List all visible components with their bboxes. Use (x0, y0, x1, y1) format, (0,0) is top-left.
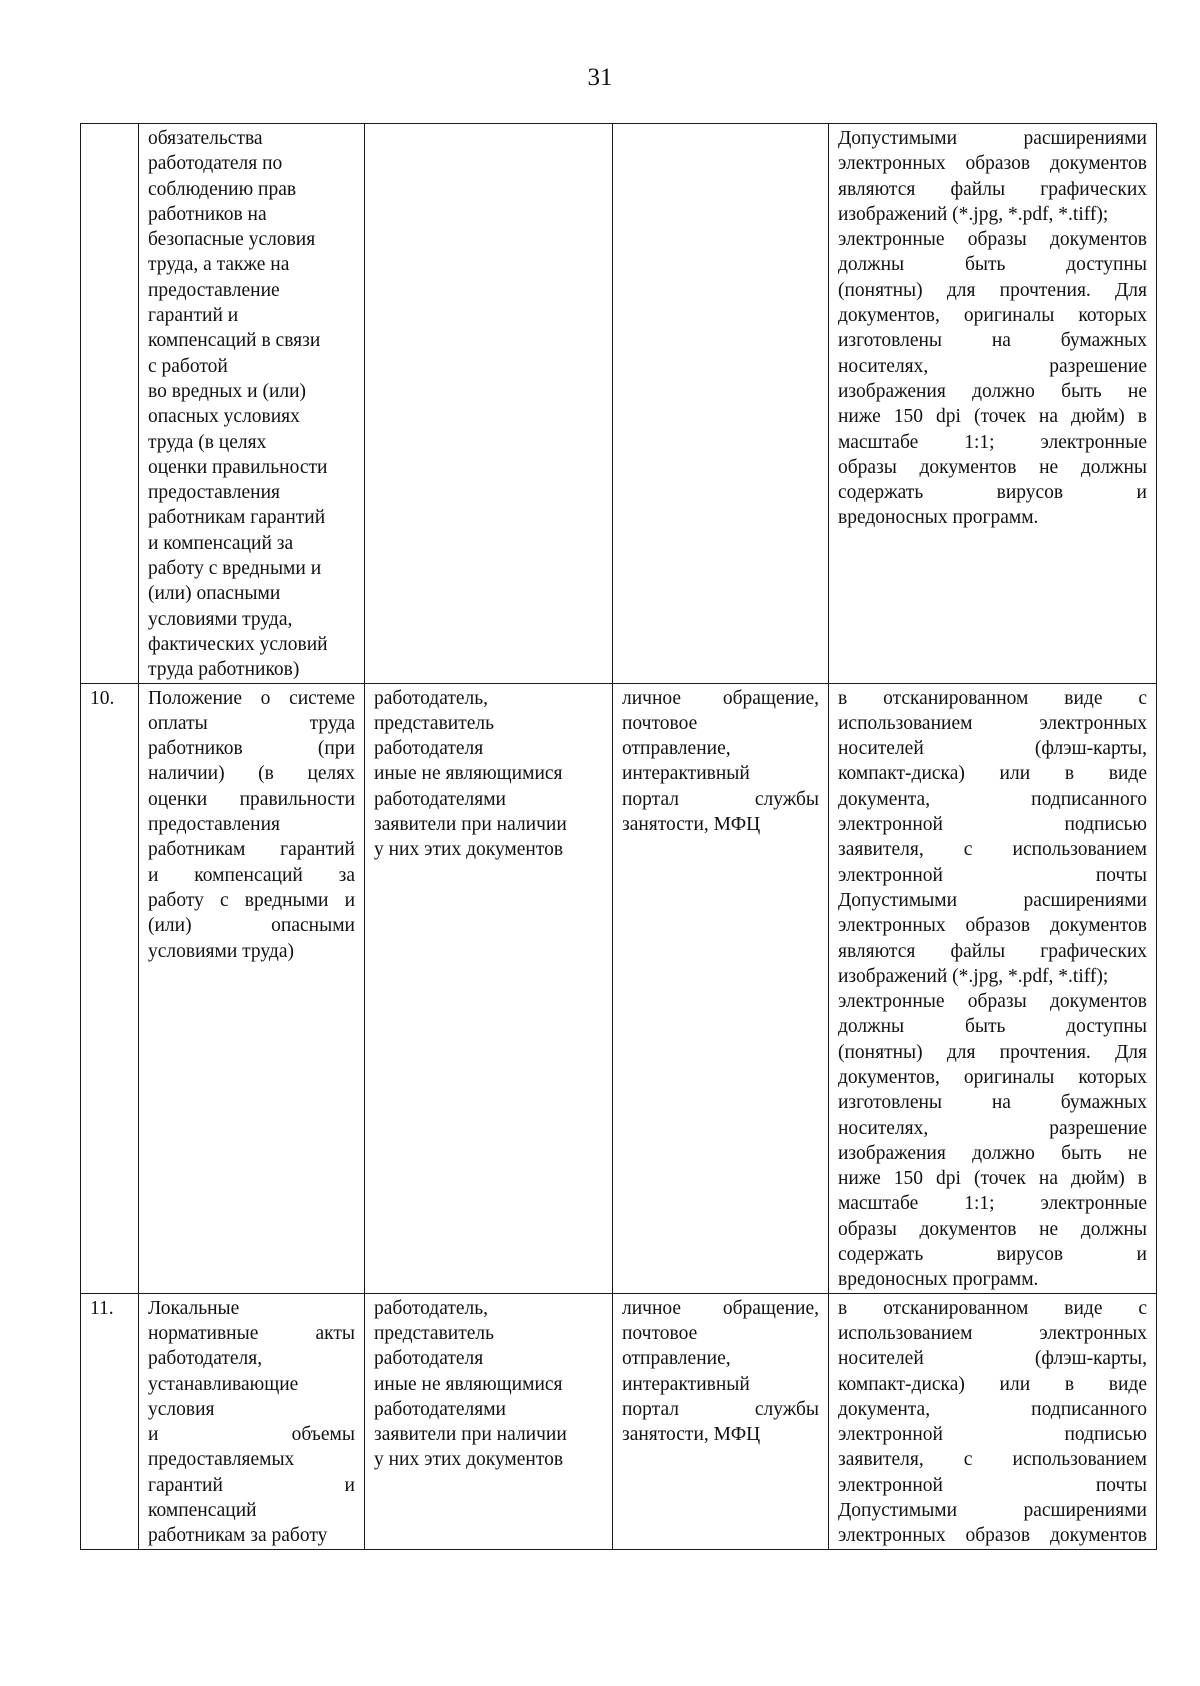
text-line: почтовое (622, 1322, 698, 1344)
text-line: в отсканированном виде с (838, 1297, 1147, 1319)
text-line: занятости, МФЦ (622, 814, 761, 836)
text-line: работодателя по (148, 153, 283, 175)
row-number-cell: 11. (81, 1293, 139, 1549)
text-line: труда работников) (148, 659, 300, 681)
text-line: гарантий и (148, 305, 239, 327)
submission-method-cell (613, 683, 829, 1293)
text-line: соблюдению прав (148, 178, 297, 200)
text-line: (понятны) для прочтения. Для (838, 1041, 1147, 1063)
text-line: использованием электронных (838, 1322, 1147, 1344)
text-line: у них этих документов (374, 1449, 564, 1471)
text-line: вредоносных программ. (838, 507, 1039, 529)
text-line: Локальные (148, 1297, 240, 1319)
text-line: вредоносных программ. (838, 1269, 1039, 1291)
text-line: работников на (148, 203, 267, 225)
text-line: документов, оригиналы которых (838, 1066, 1147, 1088)
text-line: электронной подписью (838, 814, 1147, 836)
text-line: работодателя (374, 1348, 484, 1370)
text-line: занятости, МФЦ (622, 1424, 761, 1446)
text-line: Допустимыми расширениями (838, 1500, 1147, 1522)
text-line: работу с вредными и (148, 889, 355, 911)
text-line: интерактивный (622, 763, 750, 785)
text-line: работу с вредными и (148, 558, 322, 580)
text-line: электронных образов документов (838, 153, 1147, 175)
text-line: компенсаций (148, 1500, 257, 1522)
applicant-cell (365, 124, 613, 684)
text-line: являются файлы графических (838, 940, 1147, 962)
text-line: условиями труда) (148, 940, 294, 962)
text-line: во вредных и (или) (148, 380, 307, 402)
text-line: личное обращение, (622, 687, 819, 709)
text-line: Положение о системе (148, 687, 355, 709)
text-line: электронной почты (838, 1474, 1147, 1496)
text-line: труда (в целях (148, 431, 267, 453)
text-line: безопасные условия (148, 229, 316, 251)
text-line: заявители при наличии (374, 1424, 567, 1446)
text-line: носителях, разрешение (838, 1117, 1147, 1139)
text-line: Допустимыми расширениями (838, 128, 1147, 149)
text-line: условия (148, 1398, 215, 1420)
table-row (81, 124, 1157, 684)
text-line: заявителя, с использованием (838, 839, 1147, 861)
text-line: работодателями (374, 788, 506, 810)
text-line: труда, а также на (148, 254, 290, 276)
text-line: предоставление (148, 279, 280, 301)
text-line: (или) опасными (148, 583, 281, 605)
text-line: интерактивный (622, 1373, 750, 1395)
text-line: нормативные акты (148, 1322, 355, 1344)
text-line: образы документов не должны (838, 456, 1147, 478)
text-line: портал службы (622, 788, 819, 810)
text-line: наличии) (в целях (148, 763, 355, 785)
text-line: и компенсаций за (148, 864, 355, 886)
text-line: предоставления (148, 814, 280, 836)
text-line: работников (при (148, 738, 355, 760)
text-line: работодателя, (148, 1348, 263, 1370)
text-line: представитель (374, 712, 495, 734)
text-line: условиями труда, (148, 608, 293, 630)
text-line: изображений (*.jpg, *.pdf, *.tiff); (838, 203, 1109, 225)
text-line: почтовое (622, 712, 698, 734)
text-line: изготовлены на бумажных (838, 1092, 1147, 1114)
documents-table-body (81, 124, 1157, 1550)
text-line: работодателями (374, 1398, 506, 1420)
text-line: документа, подписанного (838, 1398, 1147, 1420)
text-line: работникам гарантий (148, 507, 326, 529)
text-line: отправление, (622, 1348, 731, 1370)
text-line: гарантий и (148, 1474, 355, 1496)
text-line: представитель (374, 1322, 495, 1344)
text-line: опасных условиях (148, 406, 300, 428)
text-line: документов, оригиналы которых (838, 305, 1147, 327)
text-line: работодатель, (374, 1297, 489, 1319)
submission-format-cell (829, 1293, 1157, 1549)
text-line: иные не являющимися (374, 763, 563, 785)
text-line: изображения должно быть не (838, 380, 1147, 402)
text-line: работникам гарантий (148, 839, 355, 861)
text-line: портал службы (622, 1398, 819, 1420)
text-line: электронных образов документов (838, 1525, 1147, 1547)
text-line: образы документов не должны (838, 1218, 1147, 1240)
text-line: документа, подписанного (838, 788, 1147, 810)
text-line: использованием электронных (838, 712, 1147, 734)
text-line: электронной подписью (838, 1424, 1147, 1446)
text-line: оценки правильности (148, 456, 328, 478)
text-line: электронные образы документов (838, 229, 1147, 251)
text-line: обязательства (148, 128, 263, 149)
text-line: должны быть доступны (838, 254, 1147, 276)
document-name-cell (139, 1293, 365, 1549)
text-line: и объемы (148, 1424, 355, 1446)
text-line: носителях, разрешение (838, 355, 1147, 377)
text-line: компенсаций в связи (148, 330, 321, 352)
text-line: с работой (148, 355, 228, 377)
text-line: изображений (*.jpg, *.pdf, *.tiff); (838, 965, 1109, 987)
text-line: электронных образов документов (838, 915, 1147, 937)
text-line: работодатель, (374, 687, 489, 709)
submission-method-cell (613, 1293, 829, 1549)
text-line: заявители при наличии (374, 814, 567, 836)
text-line: оценки правильности (148, 788, 355, 810)
document-name-cell (139, 683, 365, 1293)
text-line: устанавливающие (148, 1373, 299, 1395)
submission-method-cell (613, 124, 829, 684)
text-line: изображения должно быть не (838, 1142, 1147, 1164)
text-line: масштабе 1:1; электронные (838, 431, 1147, 453)
text-line: иные не являющимися (374, 1373, 563, 1395)
text-line: работодателя (374, 738, 484, 760)
text-line: носителей (флэш-карты, (838, 1348, 1147, 1370)
text-line: компакт-диска) или в виде (838, 1373, 1147, 1395)
table-row (81, 683, 1157, 1293)
text-line: (или) опасными (148, 915, 355, 937)
text-line: компакт-диска) или в виде (838, 763, 1147, 785)
text-line: масштабе 1:1; электронные (838, 1193, 1147, 1215)
document-name-cell (139, 124, 365, 684)
text-line: оплаты труда (148, 712, 355, 734)
documents-table (80, 123, 1157, 1550)
text-line: (понятны) для прочтения. Для (838, 279, 1147, 301)
text-line: у них этих документов (374, 839, 564, 861)
text-line: в отсканированном виде с (838, 687, 1147, 709)
text-line: Допустимыми расширениями (838, 889, 1147, 911)
row-number-cell: 10. (81, 683, 139, 1293)
text-line: содержать вирусов и (838, 1244, 1147, 1266)
submission-format-cell (829, 683, 1157, 1293)
text-line: предоставляемых (148, 1449, 295, 1471)
row-number-cell (81, 124, 139, 684)
applicant-cell (365, 683, 613, 1293)
text-line: фактических условий (148, 633, 328, 655)
text-line: должны быть доступны (838, 1016, 1147, 1038)
text-line: отправление, (622, 738, 731, 760)
text-line: заявителя, с использованием (838, 1449, 1147, 1471)
text-line: работникам за работу (148, 1525, 328, 1547)
submission-format-cell (829, 124, 1157, 684)
page-number: 31 (587, 64, 613, 91)
text-line: личное обращение, (622, 1297, 819, 1319)
text-line: и компенсаций за (148, 532, 294, 554)
text-line: ниже 150 dpi (точек на дюйм) в (838, 406, 1147, 428)
text-line: ниже 150 dpi (точек на дюйм) в (838, 1168, 1147, 1190)
applicant-cell (365, 1293, 613, 1549)
text-line: являются файлы графических (838, 178, 1147, 200)
text-line: предоставления (148, 482, 280, 504)
text-line: содержать вирусов и (838, 482, 1147, 504)
text-line: изготовлены на бумажных (838, 330, 1147, 352)
text-line: электронные образы документов (838, 991, 1147, 1013)
text-line: электронной почты (838, 864, 1147, 886)
text-line: носителей (флэш-карты, (838, 738, 1147, 760)
table-row (81, 1293, 1157, 1549)
